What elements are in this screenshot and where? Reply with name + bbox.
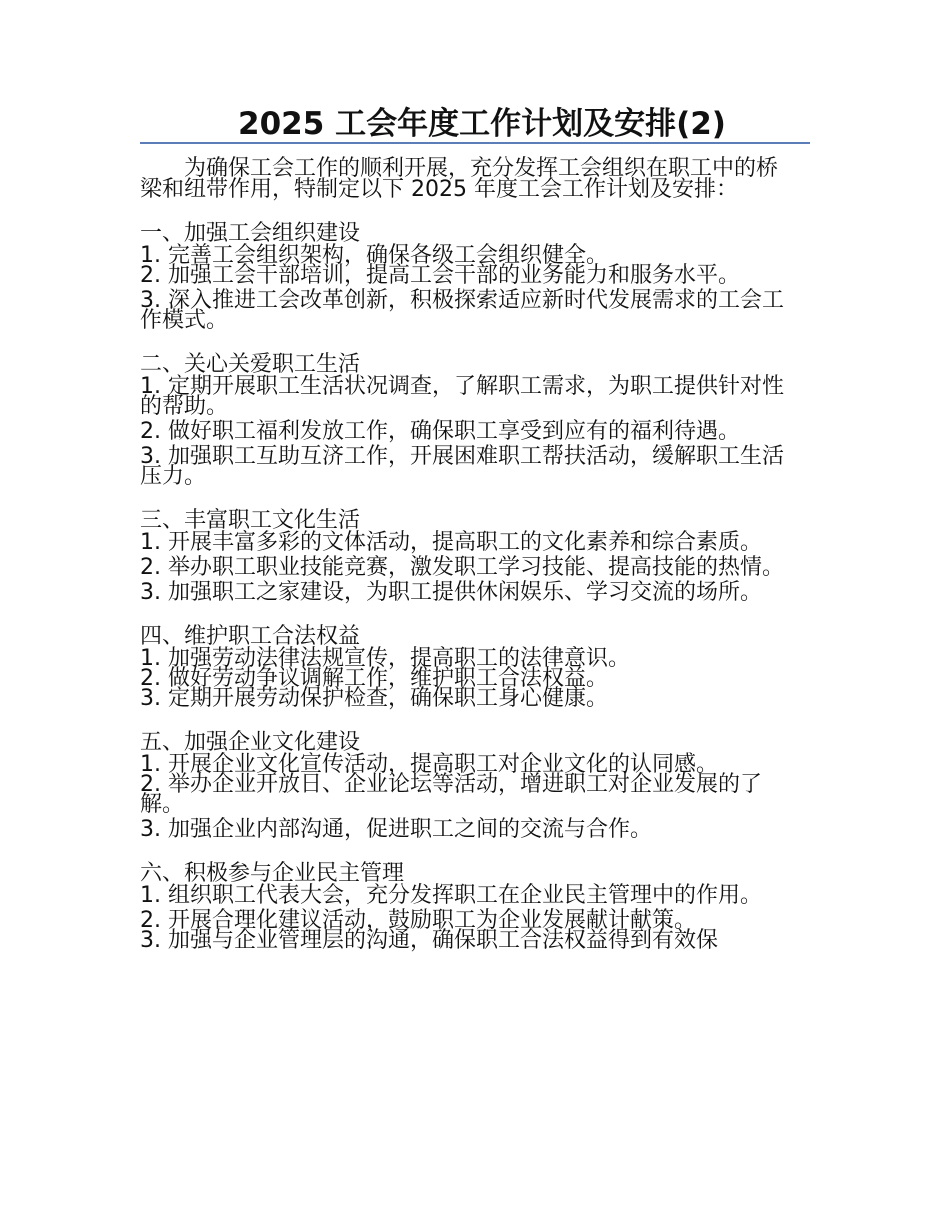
document-body	[140, 158, 795, 973]
section-heading: 二、关心关爱职工生活	[140, 352, 361, 377]
list-item: 3. 加强企业内部沟通，促进职工之间的交流与合作。	[140, 817, 652, 842]
section-democratic-management	[140, 862, 795, 951]
list-item: 2. 做好劳动争议调解工作，维护职工合法权益。	[140, 666, 608, 691]
section-rights	[140, 625, 795, 709]
section-heading: 五、加强企业文化建设	[140, 730, 361, 755]
list-item: 2. 做好职工福利发放工作，确保职工享受到应有的福利待遇。	[140, 419, 740, 444]
section-worker-care	[140, 353, 795, 487]
list-item: 1. 开展企业文化宣传活动，提高职工对企业文化的认同感。	[140, 752, 718, 777]
title-block	[140, 104, 810, 144]
list-item: 2. 举办职工职业技能竞赛，激发职工学习技能、提高技能的热情。	[140, 555, 784, 580]
list-item: 1. 开展丰富多彩的文体活动，提高职工的文化素养和综合素质。	[140, 530, 762, 555]
list-item: 2. 开展合理化建议活动，鼓励职工为企业发展献计献策。	[140, 908, 696, 933]
list-item: 3. 深入推进工会改革创新，积极探索适应新时代发展需求的工会工作模式。	[140, 288, 784, 333]
list-item: 3. 加强职工之家建设，为职工提供休闲娱乐、学习交流的场所。	[140, 580, 762, 605]
list-item: 1. 组织职工代表大会，充分发挥职工在企业民主管理中的作用。	[140, 883, 762, 908]
section-heading: 一、加强工会组织建设	[140, 221, 361, 246]
list-item: 3. 定期开展劳动保护检查，确保职工身心健康。	[140, 686, 608, 711]
intro-paragraph: 为确保工会工作的顺利开展，充分发挥工会组织在职工中的桥梁和纽带作用，特制定以下 2025 年度工会工作计划及安排：	[140, 156, 779, 202]
list-item: 2. 举办企业开放日、企业论坛等活动，增进职工对企业发展的了解。	[140, 772, 762, 817]
section-heading: 六、积极参与企业民主管理	[140, 861, 405, 886]
list-item: 1. 完善工会组织架构，确保各级工会组织健全。	[140, 243, 608, 268]
list-item: 3. 加强与企业管理层的沟通，确保职工合法权益得到有效保	[140, 928, 718, 953]
list-item: 1. 定期开展职工生活状况调查，了解职工需求，为职工提供针对性的帮助。	[140, 374, 784, 419]
section-heading: 四、维护职工合法权益	[140, 624, 361, 649]
document-title: 2025 工会年度工作计划及安排(2)	[238, 106, 726, 142]
section-corporate-culture	[140, 731, 795, 840]
list-item: 2. 加强工会干部培训，提高工会干部的业务能力和服务水平。	[140, 263, 740, 288]
section-culture-life	[140, 509, 795, 603]
list-item: 3. 加强职工互助互济工作，开展困难职工帮扶活动，缓解职工生活压力。	[140, 444, 784, 489]
list-item: 1. 加强劳动法律法规宣传，提高职工的法律意识。	[140, 646, 630, 671]
section-heading: 三、丰富职工文化生活	[140, 508, 361, 533]
section-organization	[140, 222, 795, 331]
